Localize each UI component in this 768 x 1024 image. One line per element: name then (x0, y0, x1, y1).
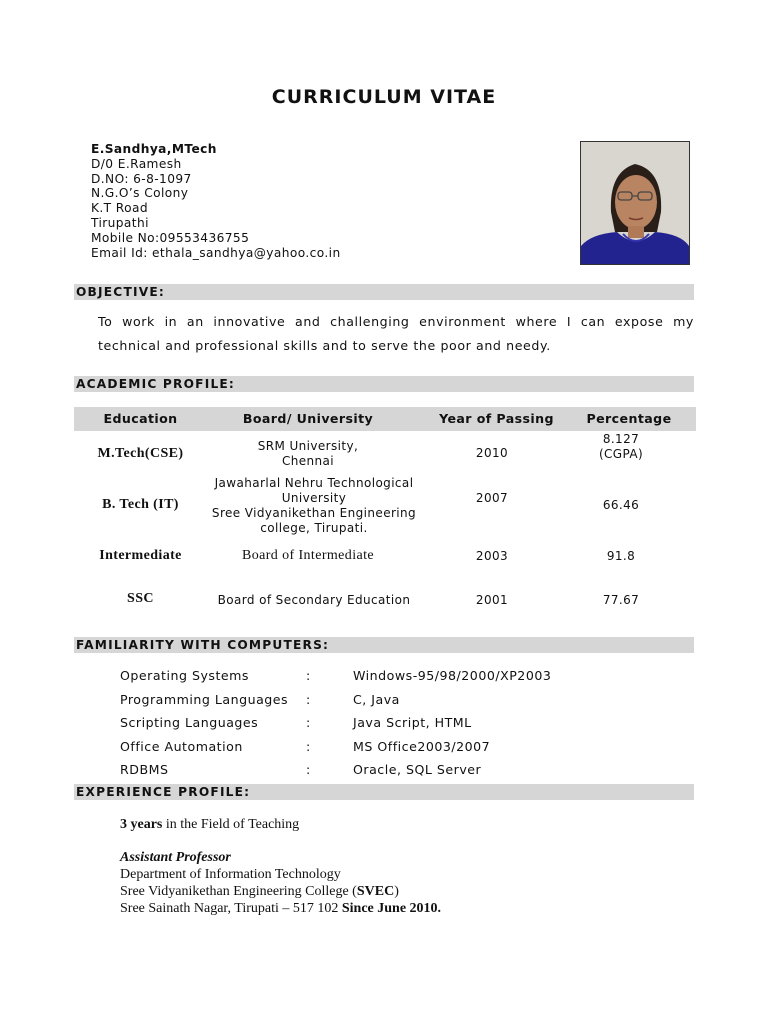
header-education: Education (103, 411, 178, 426)
job-department: Department of Information Technology (120, 867, 341, 882)
board-line: SRM University, (257, 439, 359, 453)
address-text: Sree Sainath Nagar, Tirupati – 517 102 (120, 901, 342, 916)
contact-line: Tirupathi (91, 215, 149, 230)
job-role: Assistant Professor (120, 850, 231, 865)
college-abbr: SVEC (356, 884, 395, 899)
experience-years (120, 816, 299, 833)
edu-intermediate: Intermediate (99, 548, 182, 563)
edu-btech: B. Tech (IT) (102, 497, 179, 512)
contact-line: N.G.O’s Colony (91, 186, 189, 201)
pct-line: 8.127 (602, 432, 640, 446)
pct-mtech (560, 432, 682, 462)
separator: : (306, 739, 311, 754)
board-line: Jawaharlal Nehru Technological (214, 476, 414, 490)
year-intermediate: 2003 (475, 549, 509, 563)
computer-label: Scripting Languages (120, 715, 259, 730)
computer-value: Windows-95/98/2000/XP2003 (353, 668, 552, 683)
separator: : (306, 692, 311, 707)
edu-mtech: M.Tech(CSE) (97, 446, 184, 461)
header-year: Year of Passing (439, 411, 554, 426)
edu-ssc: SSC (127, 591, 154, 606)
college-name: Sree Vidyanikethan Engineering College ( (120, 884, 357, 899)
contact-line: K.T Road (91, 201, 148, 216)
computer-value: C, Java (353, 692, 400, 707)
candidate-name: E.Sandhya,MTech (91, 142, 217, 156)
academic-table-header (74, 407, 696, 431)
header-percentage: Percentage (586, 411, 672, 426)
section-academic: ACADEMIC PROFILE: (74, 376, 694, 392)
portrait-image (581, 142, 689, 264)
year-mtech: 2010 (475, 446, 509, 460)
computer-value: MS Office2003/2007 (353, 739, 491, 754)
job-college (120, 883, 441, 900)
pct-intermediate: 91.8 (606, 549, 636, 563)
experience-details (120, 849, 441, 917)
computer-value: Java Script, HTML (353, 715, 472, 730)
section-objective: OBJECTIVE: (74, 284, 694, 300)
pct-btech: 66.46 (602, 498, 640, 512)
contact-mobile: Mobile No:09553436755 (91, 230, 250, 245)
computer-label: Office Automation (120, 739, 243, 754)
board-intermediate: Board of Intermediate (241, 548, 374, 563)
contact-email: Email Id: ethala_sandhya@yahoo.co.in (91, 245, 341, 260)
pct-line: (CGPA) (598, 447, 644, 461)
board-line: college, Tirupati. (260, 521, 368, 535)
section-experience: EXPERIENCE PROFILE: (74, 784, 694, 800)
college-close: ) (394, 884, 399, 899)
separator: : (306, 715, 311, 730)
computer-label: Programming Languages (120, 692, 289, 707)
board-btech (207, 476, 421, 536)
years-text: in the Field of Teaching (162, 817, 300, 832)
objective-text: To work in an innovative and challenging environment where I can expose my technical and professional skills and to serve the poor and needy. (98, 314, 694, 353)
computer-label: Operating Systems (120, 668, 249, 683)
computer-value: Oracle, SQL Server (353, 762, 482, 777)
years-value: 3 years (120, 817, 163, 832)
header-board: Board/ University (242, 411, 374, 426)
board-line: University (281, 491, 347, 505)
board-line: Sree Vidyanikethan Engineering (211, 506, 417, 520)
contact-line: D/0 E.Ramesh (91, 156, 182, 171)
computer-label: RDBMS (120, 762, 169, 777)
section-computers: FAMILIARITY WITH COMPUTERS: (74, 637, 694, 653)
board-mtech (207, 439, 409, 469)
contact-line: D.NO: 6-8-1097 (91, 171, 192, 186)
pct-ssc: 77.67 (602, 593, 640, 607)
year-ssc: 2001 (475, 593, 509, 607)
since-date: Since June 2010. (341, 901, 442, 916)
board-ssc: Board of Secondary Education (217, 593, 411, 607)
separator: : (306, 668, 311, 683)
page-title: CURRICULUM VITAE (271, 86, 497, 108)
separator: : (306, 762, 311, 777)
board-line: Chennai (281, 454, 335, 468)
year-btech: 2007 (475, 491, 509, 505)
job-address (120, 900, 441, 917)
contact-block (91, 142, 341, 260)
profile-photo (580, 141, 690, 265)
